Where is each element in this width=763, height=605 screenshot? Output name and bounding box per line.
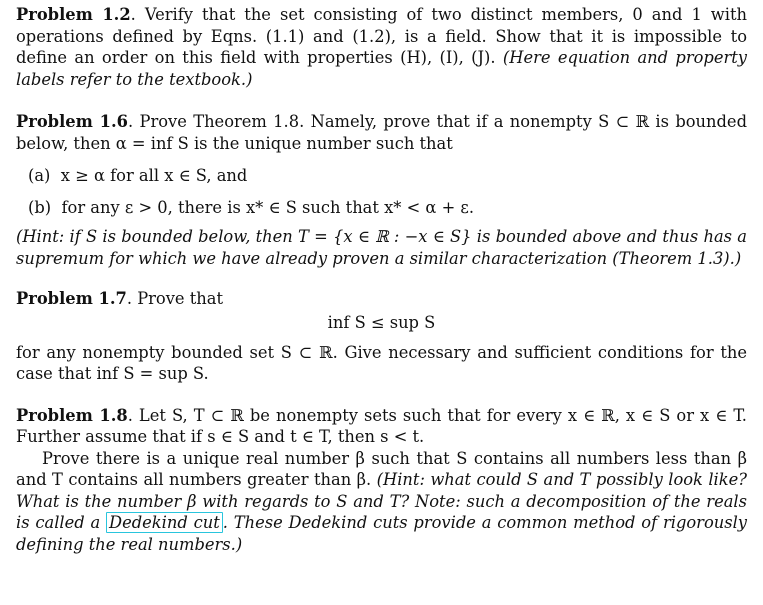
problem-1-8-heading: Problem 1.8 — [16, 405, 128, 425]
problem-1-6-paragraph — [16, 111, 747, 154]
problem-1-8-hint-a: (Hint: what could S and T possibly look like? What is the number β with regards to S and T? Note: such a decomposition of the reals is called a — [16, 470, 747, 532]
item-b-text: for any ε > 0, there is x* ∈ S such that x* < α + ε. — [61, 198, 475, 217]
problem-1-8-paragraph-2 — [16, 448, 747, 556]
problem-1-2 — [16, 4, 747, 90]
problem-1-8-body: . Let S, T ⊂ ℝ be nonempty sets such that for every x ∈ ℝ, x ∈ S or x ∈ T. Further assume that if s ∈ S and t ∈ T, then s < t. — [16, 405, 747, 446]
problem-1-7-heading: Problem 1.7 — [16, 289, 127, 308]
item-b-label: (b) — [28, 198, 52, 217]
item-a-label: (a) — [28, 166, 51, 185]
dedekind-cut-link[interactable]: Dedekind cut — [106, 512, 223, 533]
problem-1-8-hint-b: . These Dedekind cuts provide a common method of rigorously defining the real numbers.) — [16, 513, 747, 554]
problem-1-7-display-equation: inf S ≤ sup S — [327, 312, 436, 332]
problem-1-2-hint: (Here equation and property labels refer to the textbook.) — [16, 48, 747, 89]
problem-1-6-body: . Prove Theorem 1.8. Namely, prove that if a nonempty S ⊂ ℝ is bounded below, then α = inf S is the unique number such that — [16, 112, 747, 153]
problem-1-6-hint: (Hint: if S is bounded below, then T = {x ∈ ℝ : −x ∈ S} is bounded above and thus has a supremum for which we have already proven a similar characterization (Theorem 1.3).) — [16, 227, 747, 268]
problem-1-6-item-a — [28, 165, 747, 186]
problem-1-7-body: . Prove that — [126, 289, 224, 308]
problem-1-6-heading: Problem 1.6 — [16, 112, 128, 131]
problem-1-8-para2-text: Prove there is a unique real number β such that S contains all numbers less than β and T contains all numbers greater than β. — [16, 448, 747, 489]
problem-1-6-item-b — [28, 197, 747, 218]
problem-1-8-paragraph — [16, 405, 747, 448]
problem-1-2-heading: Problem 1.2 — [16, 5, 131, 24]
problem-1-2-body: . Verify that the set consisting of two distinct members, 0 and 1 with operations defined by Eqns. (1.1) and (1.2), is a field. Show that it is impossible to define an order on this field with properties (H), (I), (J). — [16, 5, 747, 67]
problem-1-7-paragraph — [16, 288, 747, 310]
problem-1-6 — [16, 111, 747, 269]
item-a-text: x ≥ α for all x ∈ S, and — [60, 166, 248, 185]
problem-1-7-after-text: for any nonempty bounded set S ⊂ ℝ. Give necessary and sufficient conditions for the case that inf S = sup S. — [16, 342, 747, 383]
problem-1-8 — [16, 405, 747, 556]
problem-1-2-paragraph — [16, 4, 747, 90]
problem-1-7 — [16, 288, 747, 385]
